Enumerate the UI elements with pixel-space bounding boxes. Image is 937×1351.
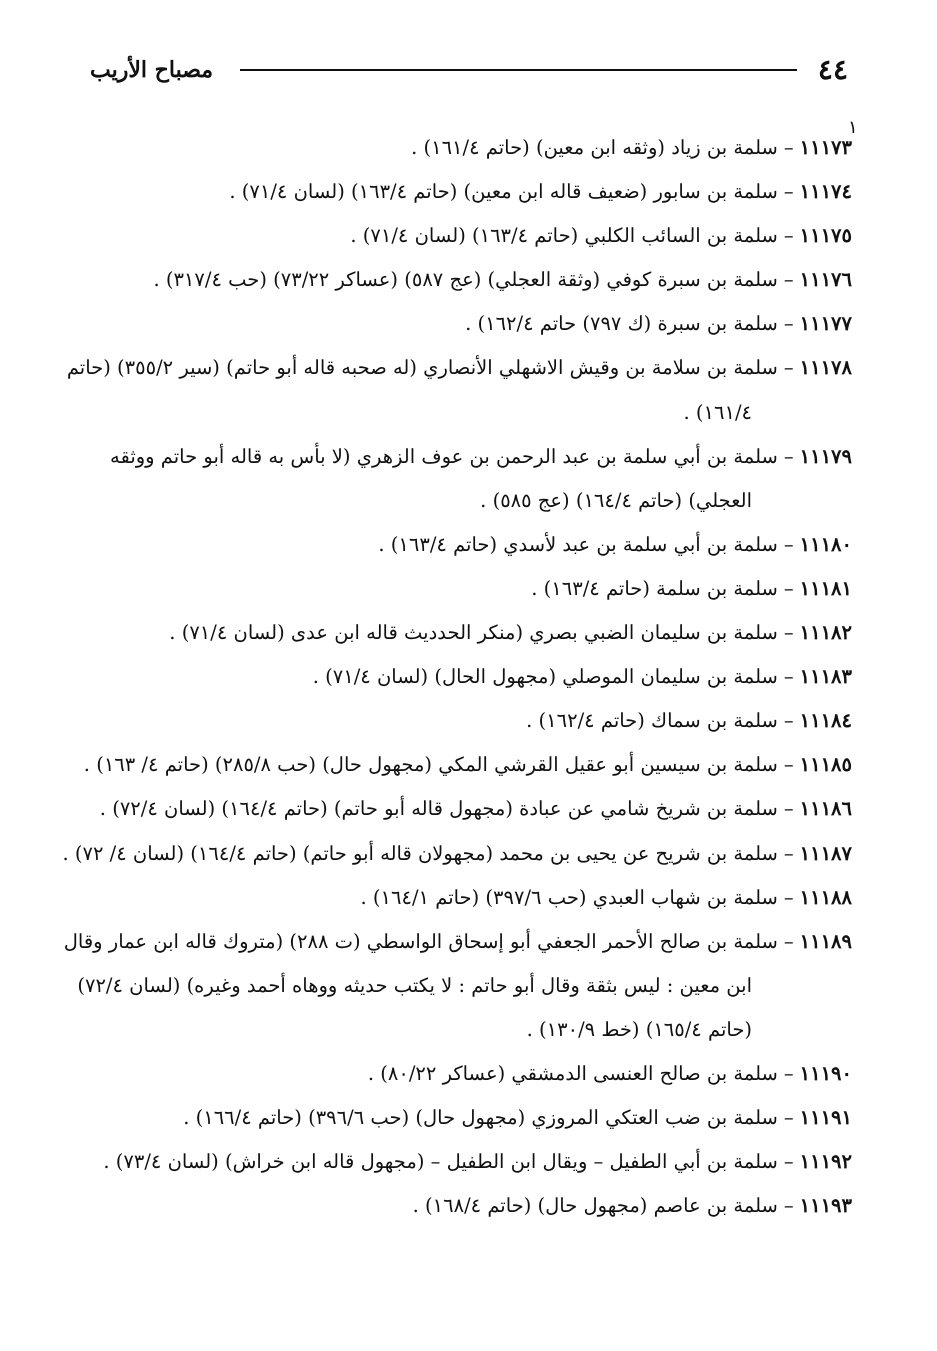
entry bbox=[62, 832, 852, 876]
entry-number: ١١١٩٣ bbox=[799, 1194, 852, 1218]
entry-text: سلمة بن صالح الأحمر الجعفي أبو إسحاق الواسطي (ت ٢٨٨) (متروك قاله ابن عمار وقال ابن معين : ليس بثقة وقال أبو حاتم : لا يكتب حديثه ووهاه أحمد وغيره) (لسان ٧٢/٤) (حاتم ١٦٥/٤) (خط ١٣٠/٩) . bbox=[63, 929, 778, 1041]
entry bbox=[62, 876, 852, 920]
entry-list bbox=[62, 126, 852, 1228]
entry-dash: – bbox=[783, 1194, 794, 1218]
entry-dash: – bbox=[783, 1150, 794, 1174]
entry-number: ١١١٧٩ bbox=[799, 444, 852, 468]
entry-text: سلمة بن شريخ شامي عن عبادة (مجهول قاله أبو حاتم) (حاتم ١٦٤/٤) (لسان ٧٢/٤) . bbox=[99, 797, 778, 821]
entry-dash: – bbox=[783, 356, 794, 380]
entry-dash: – bbox=[783, 532, 794, 556]
entry-dash: – bbox=[783, 797, 794, 821]
entry-dash: – bbox=[783, 665, 794, 689]
entry-text: سلمة بن ضب العتكي المروزي (مجهول حال) (حب ٣٩٦/٦) (حاتم ١٦٦/٤) . bbox=[183, 1106, 778, 1130]
entry-dash: – bbox=[783, 576, 794, 600]
entry-text: سلمة بن سليمان الضبي بصري (منكر الحدديث قاله ابن عدى (لسان ٧١/٤) . bbox=[169, 621, 778, 645]
entry-number: ١١١٧٦ bbox=[799, 268, 852, 292]
entry-number: ١١١٧٤ bbox=[799, 180, 852, 204]
entry-number: ١١١٧٧ bbox=[799, 312, 852, 336]
entry bbox=[62, 523, 852, 567]
entry bbox=[62, 258, 852, 302]
entry bbox=[62, 1096, 852, 1140]
entry bbox=[62, 346, 852, 434]
entry-number: ١١١٨٦ bbox=[799, 797, 852, 821]
entry-number: ١١١٨٣ bbox=[799, 665, 852, 689]
entry-number: ١١١٨٢ bbox=[799, 621, 852, 645]
entry-text: سلمة بن سلمة (حاتم ١٦٣/٤) . bbox=[531, 576, 778, 600]
entry-number: ١١١٨٧ bbox=[799, 841, 852, 865]
header-rule bbox=[240, 69, 797, 71]
footnote-marker: ١ bbox=[848, 117, 858, 138]
entry-text: سلمة بن سليمان الموصلي (مجهول الحال) (لسان ٧١/٤) . bbox=[312, 665, 778, 689]
entry-number: ١١١٧٥ bbox=[799, 224, 852, 248]
entry-text: سلمة بن سماك (حاتم ١٦٢/٤) . bbox=[526, 709, 778, 733]
entry-dash: – bbox=[783, 312, 794, 336]
entry-text: سلمة بن شهاب العبدي (حب ٣٩٧/٦) (حاتم ١٦٤/١) . bbox=[360, 885, 778, 909]
entry-text: سلمة بن أبي سلمة بن عبد لأسدي (حاتم ١٦٣/٤) . bbox=[378, 532, 778, 556]
entry-text: سلمة بن سيسين أبو عقيل القرشي المكي (مجهول حال) (حب ٢٨٥/٨) (حاتم ٤/ ١٦٣) . bbox=[83, 753, 778, 777]
entry bbox=[62, 787, 852, 831]
entry-number: ١١١٩١ bbox=[799, 1106, 852, 1130]
entry-text: سلمة بن سبرة (ك ٧٩٧) حاتم ١٦٢/٤) . bbox=[465, 312, 778, 336]
entry bbox=[62, 1140, 852, 1184]
entry-text: سلمة بن شريح عن يحيى بن محمد (مجهولان قاله أبو حاتم) (حاتم ١٦٤/٤) (لسان ٤/ ٧٢) . bbox=[62, 841, 778, 865]
entry-text: سلمة بن السائب الكلبي (حاتم ١٦٣/٤) (لسان ٧١/٤) . bbox=[350, 224, 778, 248]
entry-number: ١١١٨٤ bbox=[799, 709, 852, 733]
entry-text: سلمة بن سلامة بن وقيش الاشهلي الأنصاري (له صحبه قاله أبو حاتم) (سير ٣٥٥/٢) (حاتم ١٦١/٤) . bbox=[66, 356, 778, 424]
entry bbox=[62, 435, 852, 523]
entry-dash: – bbox=[783, 885, 794, 909]
entry-dash: – bbox=[783, 753, 794, 777]
entry bbox=[62, 743, 852, 787]
page-header bbox=[90, 50, 852, 90]
entry-text: سلمة بن أبي الطفيل – ويقال ابن الطفيل – (مجهول قاله ابن خراش) (لسان ٧٣/٤) . bbox=[103, 1150, 778, 1174]
entry-dash: – bbox=[783, 709, 794, 733]
entry-text: سلمة بن سبرة كوفي (وثقة العجلي) (عج ٥٨٧) (عساكر ٧٣/٢٢) (حب ٣١٧/٤) . bbox=[153, 268, 778, 292]
entry-dash: – bbox=[783, 1106, 794, 1130]
entry bbox=[62, 170, 852, 214]
entry bbox=[62, 1052, 852, 1096]
entry-dash: – bbox=[783, 841, 794, 865]
page-number: ٤٤ bbox=[817, 53, 848, 86]
entry-dash: – bbox=[783, 136, 794, 159]
entry-dash: – bbox=[783, 621, 794, 645]
entry bbox=[62, 302, 852, 346]
entry-text: سلمة بن أبي سلمة بن عبد الرحمن بن عوف الزهري (لا بأس به قاله أبو حاتم ووثقه العجلي) (حاتم ١٦٤/٤) (عج ٥٨٥) . bbox=[110, 444, 778, 512]
entry-number: ١١١٧٣ bbox=[799, 136, 852, 159]
entry-dash: – bbox=[783, 224, 794, 248]
entry-number: ١١١٩٠ bbox=[799, 1061, 852, 1085]
entry-dash: – bbox=[783, 180, 794, 204]
entry-number: ١١١٩٢ bbox=[799, 1150, 852, 1174]
entry bbox=[62, 920, 852, 1052]
entry-text: سلمة بن زياد (وثقه ابن معين) (حاتم ١٦١/٤) . bbox=[411, 136, 778, 159]
entry-text: سلمة بن عاصم (مجهول حال) (حاتم ١٦٨/٤) . bbox=[412, 1194, 778, 1218]
entry-number: ١١١٨١ bbox=[799, 576, 852, 600]
entry bbox=[62, 611, 852, 655]
entry-number: ١١١٨٩ bbox=[799, 929, 852, 953]
entry bbox=[62, 655, 852, 699]
entry-text: سلمة بن صالح العنسى الدمشقي (عساكر ٨٠/٢٢) . bbox=[367, 1061, 778, 1085]
entry bbox=[62, 699, 852, 743]
running-title: مصباح الأريب bbox=[90, 57, 214, 83]
entry bbox=[62, 214, 852, 258]
entry-number: ١١١٨٥ bbox=[799, 753, 852, 777]
entry-dash: – bbox=[783, 1061, 794, 1085]
entry bbox=[62, 126, 852, 170]
entry-number: ١١١٧٨ bbox=[799, 356, 852, 380]
entry bbox=[62, 1184, 852, 1228]
entry-number: ١١١٨٨ bbox=[799, 885, 852, 909]
entry-dash: – bbox=[783, 268, 794, 292]
entry-dash: – bbox=[783, 444, 794, 468]
entry-number: ١١١٨٠ bbox=[799, 532, 852, 556]
entry-text: سلمة بن سابور (ضعيف قاله ابن معين) (حاتم ١٦٣/٤) (لسان ٧١/٤) . bbox=[229, 180, 778, 204]
entry bbox=[62, 567, 852, 611]
entry-dash: – bbox=[783, 929, 794, 953]
